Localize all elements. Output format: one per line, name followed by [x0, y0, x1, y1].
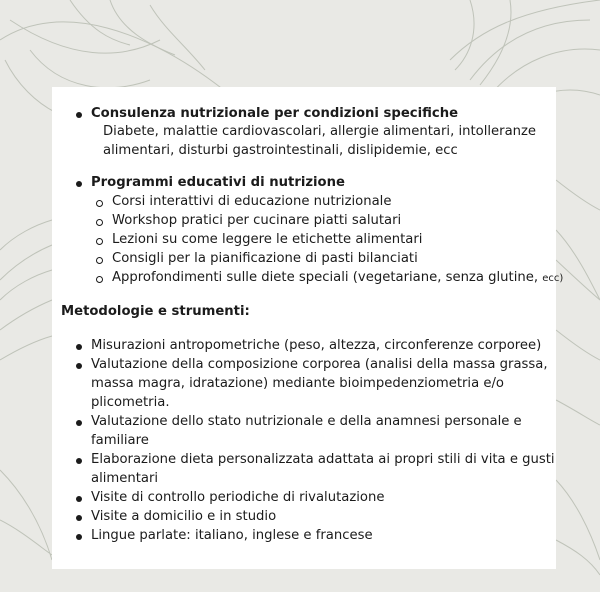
bullet-icon: [76, 344, 82, 350]
metodologie-line: Valutazione dello stato nutrizionale e della anamnesi personale e: [91, 414, 522, 429]
programmi-item-suffix: ecc): [542, 273, 564, 284]
metodologie-line: massa magra, idratazione) mediante bioimpedenziometria e/o: [91, 376, 504, 391]
metodologie-line: Misurazioni antropometriche (peso, altezza, circonferenze corporee): [91, 338, 542, 353]
metodologie-line: familiare: [91, 433, 149, 448]
metodologie-line: Visite di controllo periodiche di rivalutazione: [91, 490, 385, 505]
metodologie-heading: Metodologie e strumenti:: [61, 304, 250, 319]
metodologie-line: alimentari: [91, 471, 159, 486]
circle-bullet-icon: [96, 219, 103, 226]
bullet-icon: [76, 515, 82, 521]
metodologie-line: Valutazione della composizione corporea (analisi della massa grassa,: [91, 357, 548, 372]
circle-bullet-icon: [96, 238, 103, 245]
programmi-item: Consigli per la pianificazione di pasti bilanciati: [112, 251, 418, 266]
circle-bullet-icon: [96, 257, 103, 264]
bullet-icon: [76, 496, 82, 502]
programmi-item: Lezioni su come leggere le etichette alimentari: [112, 232, 423, 247]
metodologie-line: Elaborazione dieta personalizzata adattata ai propri stili di vita e gusti: [91, 452, 555, 467]
bullet-icon: [76, 458, 82, 464]
metodologie-line: Lingue parlate: italiano, inglese e francese: [91, 528, 373, 543]
metodologie-line: Visite a domicilio e in studio: [91, 509, 277, 524]
programmi-item-text: Approfondimenti sulle diete speciali (vegetariane, senza glutine,: [112, 270, 539, 285]
consulenza-title: Consulenza nutrizionale per condizioni specifiche: [91, 106, 459, 121]
content-card: [52, 87, 564, 569]
metodologie-line: plicometria.: [91, 395, 170, 410]
programmi-item: Workshop pratici per cucinare piatti salutari: [112, 213, 402, 228]
bullet-icon: [76, 534, 82, 540]
bullet-icon: [76, 420, 82, 426]
circle-bullet-icon: [96, 200, 103, 207]
programmi-title: Programmi educativi di nutrizione: [91, 175, 345, 190]
programmi-item: Corsi interattivi di educazione nutrizionale: [112, 194, 392, 209]
consulenza-desc-line2: alimentari, disturbi gastrointestinali, dislipidemie, ecc: [103, 143, 458, 158]
circle-bullet-icon: [96, 276, 103, 283]
programmi-item: [112, 269, 563, 288]
bullet-icon: [76, 181, 82, 187]
consulenza-desc-line1: Diabete, malattie cardiovascolari, allergie alimentari, intolleranze: [103, 124, 537, 139]
bullet-icon: [76, 363, 82, 369]
bullet-icon: [76, 112, 82, 118]
